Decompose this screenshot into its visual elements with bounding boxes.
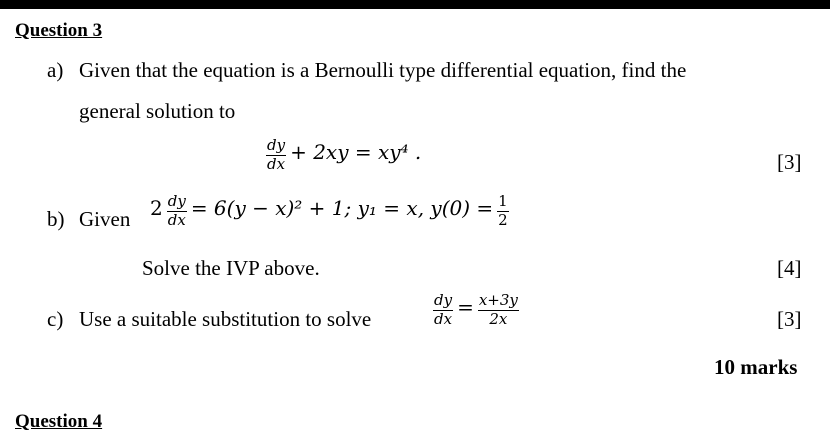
part-c-equation: $\frac{dy}{dx}$ = $\frac{x+3y}{2x}$ [434,291,518,328]
top-border [0,0,830,9]
part-a-equation-rest: + 2xy = xy⁴ . [290,139,422,164]
question-4-heading: Question 4 [15,411,103,432]
part-a-line2: general solution to [79,99,236,123]
part-b-equation: 2 $\frac{dy}{dx}$ = 6(y − x)² + 1; y₁ = x, y(0) = $\frac{1}{2}$ [150,192,508,229]
dy-dx-fraction: $\frac{dy}{dx}$ [167,192,186,229]
part-b-marks: [4] [777,256,802,280]
total-marks: 10 marks [714,355,798,379]
part-b-solve: Solve the IVP above. [142,256,320,280]
question-3-heading: Question 3 [15,20,103,41]
part-a-letter: a) [47,58,64,82]
part-b-equation-rest: = 6(y − x)² + 1; y₁ = x, y(0) = [190,195,494,220]
rhs-fraction: $\frac{x+3y}{2x}$ [478,291,518,328]
part-c-marks: [3] [777,307,802,331]
part-b-letter: b) [47,207,65,231]
part-a-marks: [3] [777,150,802,174]
part-c-letter: c) [47,307,64,331]
part-a-line1: Given that the equation is a Bernoulli type differential equation, find the [79,58,687,82]
dy-dx-fraction: $\frac{dy}{dx}$ [434,291,453,328]
one-half-fraction: $\frac{1}{2}$ [498,192,508,229]
part-b-given: Given [79,207,131,231]
part-a-equation [266,138,421,173]
dy-dx-fraction: $\frac{dy}{dx}$ [267,136,286,173]
part-c-text: Use a suitable substitution to solve [79,307,372,331]
